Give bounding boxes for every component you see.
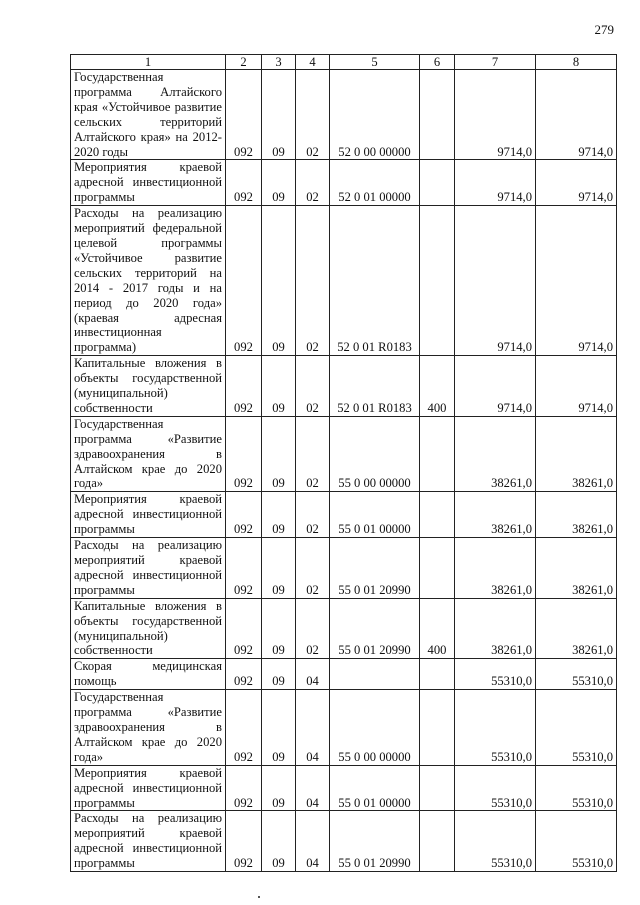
cell-subsection: 04 bbox=[296, 690, 330, 766]
cell-amount-8: 38261,0 bbox=[536, 416, 617, 492]
cell-subsection: 04 bbox=[296, 659, 330, 690]
cell-amount-8: 9714,0 bbox=[536, 356, 617, 417]
cell-expense-type bbox=[420, 811, 455, 872]
cell-section: 09 bbox=[262, 160, 296, 206]
table-row bbox=[71, 160, 617, 206]
table-row bbox=[71, 538, 617, 599]
cell-target-article: 55 0 00 00000 bbox=[330, 690, 420, 766]
cell-section: 09 bbox=[262, 598, 296, 659]
cell-admin-code: 092 bbox=[226, 765, 262, 811]
cell-amount-8: 9714,0 bbox=[536, 206, 617, 356]
cell-name: Расходы на реализацию мероприятий федеральной целевой программы «Устойчивое развитие сельских территорий на 2014 - 2017 годы и на период до 2020 года» (краевая адресная инвестиционная программа) bbox=[71, 206, 226, 356]
cell-amount-7: 55310,0 bbox=[455, 765, 536, 811]
table-row bbox=[71, 659, 617, 690]
cell-admin-code: 092 bbox=[226, 356, 262, 417]
cell-target-article: 55 0 01 00000 bbox=[330, 765, 420, 811]
cell-admin-code: 092 bbox=[226, 598, 262, 659]
cell-amount-8: 55310,0 bbox=[536, 690, 617, 766]
cell-admin-code: 092 bbox=[226, 416, 262, 492]
cell-admin-code: 092 bbox=[226, 160, 262, 206]
cell-name: Государственная программа «Развитие здравоохранения в Алтайском крае до 2020 года» bbox=[71, 690, 226, 766]
cell-target-article: 52 0 01 00000 bbox=[330, 160, 420, 206]
cell-expense-type bbox=[420, 659, 455, 690]
cell-name: Расходы на реализацию мероприятий краевой адресной инвестиционной программы bbox=[71, 811, 226, 872]
cell-section: 09 bbox=[262, 538, 296, 599]
cell-amount-7: 55310,0 bbox=[455, 659, 536, 690]
column-header: 1 bbox=[71, 55, 226, 70]
cell-admin-code: 092 bbox=[226, 690, 262, 766]
cell-target-article: 52 0 00 00000 bbox=[330, 70, 420, 160]
cell-expense-type bbox=[420, 765, 455, 811]
cell-expense-type bbox=[420, 70, 455, 160]
cell-section: 09 bbox=[262, 416, 296, 492]
cell-amount-8: 55310,0 bbox=[536, 811, 617, 872]
cell-amount-7: 38261,0 bbox=[455, 598, 536, 659]
cell-target-article: 52 0 01 R0183 bbox=[330, 206, 420, 356]
cell-target-article: 55 0 01 20990 bbox=[330, 811, 420, 872]
cell-amount-8: 38261,0 bbox=[536, 598, 617, 659]
cell-amount-7: 38261,0 bbox=[455, 492, 536, 538]
cell-subsection: 02 bbox=[296, 538, 330, 599]
cell-target-article: 55 0 01 00000 bbox=[330, 492, 420, 538]
cell-expense-type bbox=[420, 538, 455, 599]
table-row bbox=[71, 598, 617, 659]
cell-subsection: 02 bbox=[296, 416, 330, 492]
cell-expense-type bbox=[420, 160, 455, 206]
scan-speck bbox=[258, 896, 260, 898]
table-row bbox=[71, 356, 617, 417]
table-row bbox=[71, 70, 617, 160]
cell-name: Мероприятия краевой адресной инвестиционной программы bbox=[71, 765, 226, 811]
cell-expense-type bbox=[420, 206, 455, 356]
cell-amount-8: 55310,0 bbox=[536, 659, 617, 690]
cell-name: Капитальные вложения в объекты государственной (муниципальной) собственности bbox=[71, 598, 226, 659]
cell-expense-type: 400 bbox=[420, 598, 455, 659]
cell-name: Расходы на реализацию мероприятий краевой адресной инвестиционной программы bbox=[71, 538, 226, 599]
cell-amount-7: 9714,0 bbox=[455, 160, 536, 206]
column-header: 8 bbox=[536, 55, 617, 70]
cell-subsection: 04 bbox=[296, 765, 330, 811]
cell-expense-type: 400 bbox=[420, 356, 455, 417]
cell-amount-8: 55310,0 bbox=[536, 765, 617, 811]
cell-section: 09 bbox=[262, 70, 296, 160]
header-row bbox=[71, 55, 617, 70]
cell-target-article bbox=[330, 659, 420, 690]
cell-amount-8: 9714,0 bbox=[536, 160, 617, 206]
cell-name: Мероприятия краевой адресной инвестиционной программы bbox=[71, 160, 226, 206]
cell-amount-8: 9714,0 bbox=[536, 70, 617, 160]
cell-subsection: 02 bbox=[296, 492, 330, 538]
table-row bbox=[71, 492, 617, 538]
cell-subsection: 04 bbox=[296, 811, 330, 872]
cell-section: 09 bbox=[262, 690, 296, 766]
cell-target-article: 52 0 01 R0183 bbox=[330, 356, 420, 417]
cell-section: 09 bbox=[262, 492, 296, 538]
column-header: 7 bbox=[455, 55, 536, 70]
budget-table bbox=[70, 54, 617, 872]
table-row bbox=[71, 811, 617, 872]
column-header: 3 bbox=[262, 55, 296, 70]
cell-target-article: 55 0 01 20990 bbox=[330, 538, 420, 599]
column-header: 5 bbox=[330, 55, 420, 70]
cell-name: Государственная программа «Развитие здравоохранения в Алтайском крае до 2020 года» bbox=[71, 416, 226, 492]
cell-name: Мероприятия краевой адресной инвестиционной программы bbox=[71, 492, 226, 538]
cell-amount-7: 38261,0 bbox=[455, 416, 536, 492]
cell-section: 09 bbox=[262, 659, 296, 690]
cell-section: 09 bbox=[262, 206, 296, 356]
cell-amount-7: 38261,0 bbox=[455, 538, 536, 599]
cell-name: Скорая медицинская помощь bbox=[71, 659, 226, 690]
cell-section: 09 bbox=[262, 811, 296, 872]
cell-amount-7: 9714,0 bbox=[455, 356, 536, 417]
cell-admin-code: 092 bbox=[226, 206, 262, 356]
cell-subsection: 02 bbox=[296, 206, 330, 356]
cell-target-article: 55 0 01 20990 bbox=[330, 598, 420, 659]
table-row bbox=[71, 416, 617, 492]
table-body bbox=[71, 70, 617, 872]
cell-expense-type bbox=[420, 690, 455, 766]
page-number: 279 bbox=[594, 22, 614, 37]
cell-subsection: 02 bbox=[296, 70, 330, 160]
cell-section: 09 bbox=[262, 356, 296, 417]
cell-amount-8: 38261,0 bbox=[536, 492, 617, 538]
column-header: 2 bbox=[226, 55, 262, 70]
cell-target-article: 55 0 00 00000 bbox=[330, 416, 420, 492]
cell-expense-type bbox=[420, 492, 455, 538]
table-row bbox=[71, 765, 617, 811]
cell-amount-7: 55310,0 bbox=[455, 690, 536, 766]
cell-name: Капитальные вложения в объекты государственной (муниципальной) собственности bbox=[71, 356, 226, 417]
cell-admin-code: 092 bbox=[226, 538, 262, 599]
cell-admin-code: 092 bbox=[226, 659, 262, 690]
cell-subsection: 02 bbox=[296, 160, 330, 206]
cell-subsection: 02 bbox=[296, 356, 330, 417]
column-header: 6 bbox=[420, 55, 455, 70]
cell-amount-8: 38261,0 bbox=[536, 538, 617, 599]
cell-admin-code: 092 bbox=[226, 811, 262, 872]
cell-admin-code: 092 bbox=[226, 70, 262, 160]
cell-amount-7: 9714,0 bbox=[455, 206, 536, 356]
cell-admin-code: 092 bbox=[226, 492, 262, 538]
column-header: 4 bbox=[296, 55, 330, 70]
cell-subsection: 02 bbox=[296, 598, 330, 659]
cell-name: Государственная программа Алтайского края «Устойчивое развитие сельских территорий Алтайского края» на 2012-2020 годы bbox=[71, 70, 226, 160]
cell-expense-type bbox=[420, 416, 455, 492]
table-row bbox=[71, 690, 617, 766]
cell-section: 09 bbox=[262, 765, 296, 811]
table-row bbox=[71, 206, 617, 356]
cell-amount-7: 9714,0 bbox=[455, 70, 536, 160]
cell-amount-7: 55310,0 bbox=[455, 811, 536, 872]
